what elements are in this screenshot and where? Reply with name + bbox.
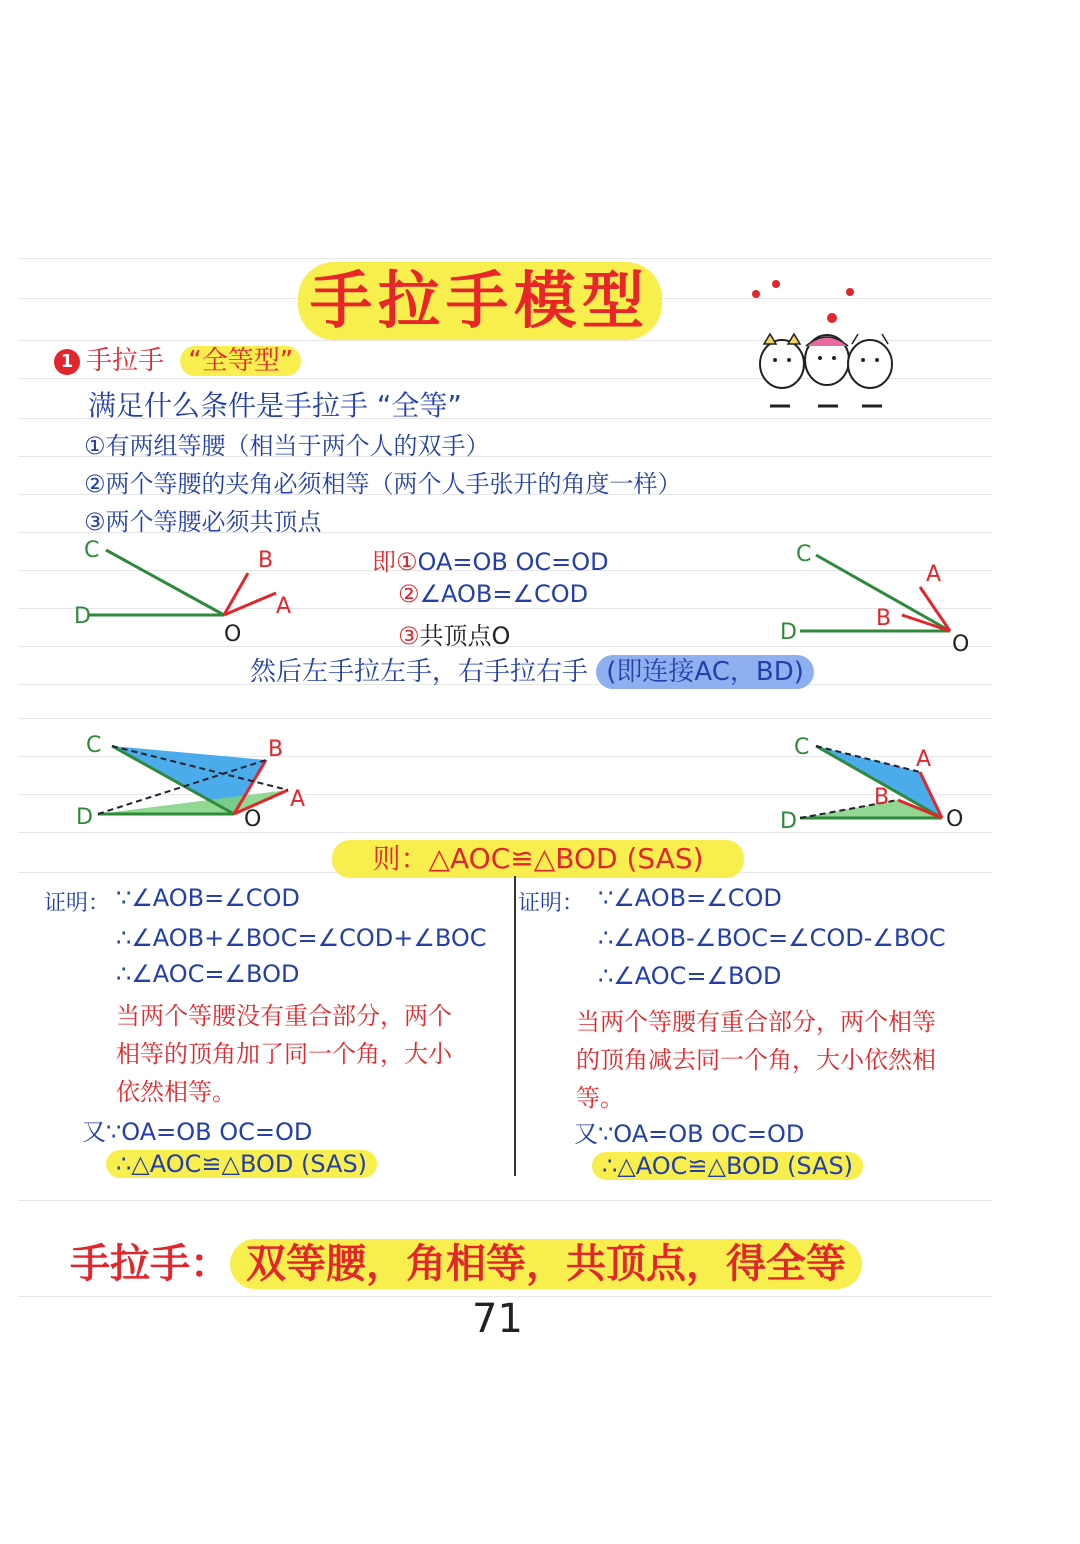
proof-left-note-3: 依然相等。	[116, 1078, 236, 1106]
label-A: A	[290, 787, 306, 812]
proof-left-note-1: 当两个等腰没有重合部分，两个	[116, 1002, 452, 1030]
ji-line-1: 即①OA=OB OC=OD	[372, 548, 609, 576]
label-O: O	[224, 622, 242, 647]
figure-top-left	[70, 535, 310, 645]
number-badge: 1	[54, 349, 80, 375]
ruled-line	[18, 718, 993, 719]
label-C: C	[794, 735, 810, 760]
condition-3: ③两个等腰必须共顶点	[84, 508, 322, 536]
label-O: O	[946, 807, 964, 832]
page-number: 71	[472, 1296, 523, 1342]
label-D: D	[780, 809, 797, 834]
label-A: A	[916, 747, 932, 772]
label-D: D	[76, 805, 93, 830]
ji-line-3: ③共顶点O	[398, 622, 511, 650]
proof-right-note-2: 的顶角减去同一个角，大小依然相	[576, 1046, 936, 1074]
summary-text: 双等腰，角相等，共顶点，得全等	[230, 1239, 862, 1289]
label-D: D	[74, 604, 91, 629]
label-O: O	[952, 632, 970, 657]
proof-left-line3: ∴∠AOC=∠BOD	[116, 960, 300, 988]
summary	[70, 1232, 862, 1289]
page-title: 手拉手模型	[298, 262, 662, 340]
proof-right-line1: ∵∠AOB=∠COD	[598, 884, 782, 912]
section-heading	[54, 340, 301, 377]
proof-right-label: 证明：	[518, 891, 585, 916]
proof-left-line2: ∴∠AOB+∠BOC=∠COD+∠BOC	[116, 924, 487, 952]
figure-mid-left	[70, 730, 320, 840]
label-C: C	[84, 538, 100, 563]
section-heading-text: 手拉手	[86, 346, 165, 376]
then-line: 然后左手拉左手，右手拉右手 (即连接AC，BD)	[250, 651, 814, 688]
proof-right-line5: ∴△AOC≌△BOD (SAS)	[592, 1152, 863, 1180]
condition-2: ②两个等腰的夹角必须相等（两个人手张开的角度一样）	[84, 470, 682, 498]
label-B: B	[874, 785, 890, 810]
proof-left-line5: ∴△AOC≌△BOD (SAS)	[106, 1150, 377, 1178]
figure-mid-right	[770, 730, 990, 840]
proof-left-label: 证明：	[44, 891, 111, 916]
summary-lead: 手拉手：	[70, 1241, 230, 1287]
proof-right-line3: ∴∠AOC=∠BOD	[598, 962, 782, 990]
proof-left-note-2: 相等的顶角加了同一个角，大小	[116, 1040, 452, 1068]
proof-right-line2: ∴∠AOB-∠BOC=∠COD-∠BOC	[598, 924, 946, 952]
label-A: A	[276, 594, 292, 619]
section-tag: “全等型”	[180, 346, 301, 376]
then-pill: (即连接AC，BD)	[596, 655, 814, 689]
label-B: B	[268, 737, 284, 762]
label-C: C	[86, 733, 102, 758]
ruled-line	[18, 1200, 993, 1201]
label-B: B	[258, 548, 274, 573]
label-D: D	[780, 620, 797, 645]
ji-line-2: ②∠AOB=∠COD	[398, 580, 589, 608]
conclusion: 则：△AOC≌△BOD (SAS)	[332, 840, 744, 878]
label-A: A	[926, 562, 942, 587]
question-text: 满足什么条件是手拉手 “全等”	[88, 389, 462, 422]
proof-left-line4: 又∵OA=OB OC=OD	[82, 1118, 313, 1146]
column-divider	[514, 876, 516, 1176]
figure-top-right	[770, 535, 990, 655]
label-O: O	[244, 807, 262, 832]
proof-right-note-3: 等。	[576, 1084, 624, 1112]
proof-right-line4: 又∵OA=OB OC=OD	[574, 1120, 805, 1148]
condition-1: ①有两组等腰（相当于两个人的双手）	[84, 432, 490, 460]
proof-left-line1: ∵∠AOB=∠COD	[116, 884, 300, 912]
label-C: C	[796, 542, 812, 567]
proof-right-note-1: 当两个等腰有重合部分，两个相等	[576, 1008, 936, 1036]
cartoon-characters-illustration	[740, 272, 910, 417]
ruled-line	[18, 258, 993, 259]
label-B: B	[876, 606, 892, 631]
